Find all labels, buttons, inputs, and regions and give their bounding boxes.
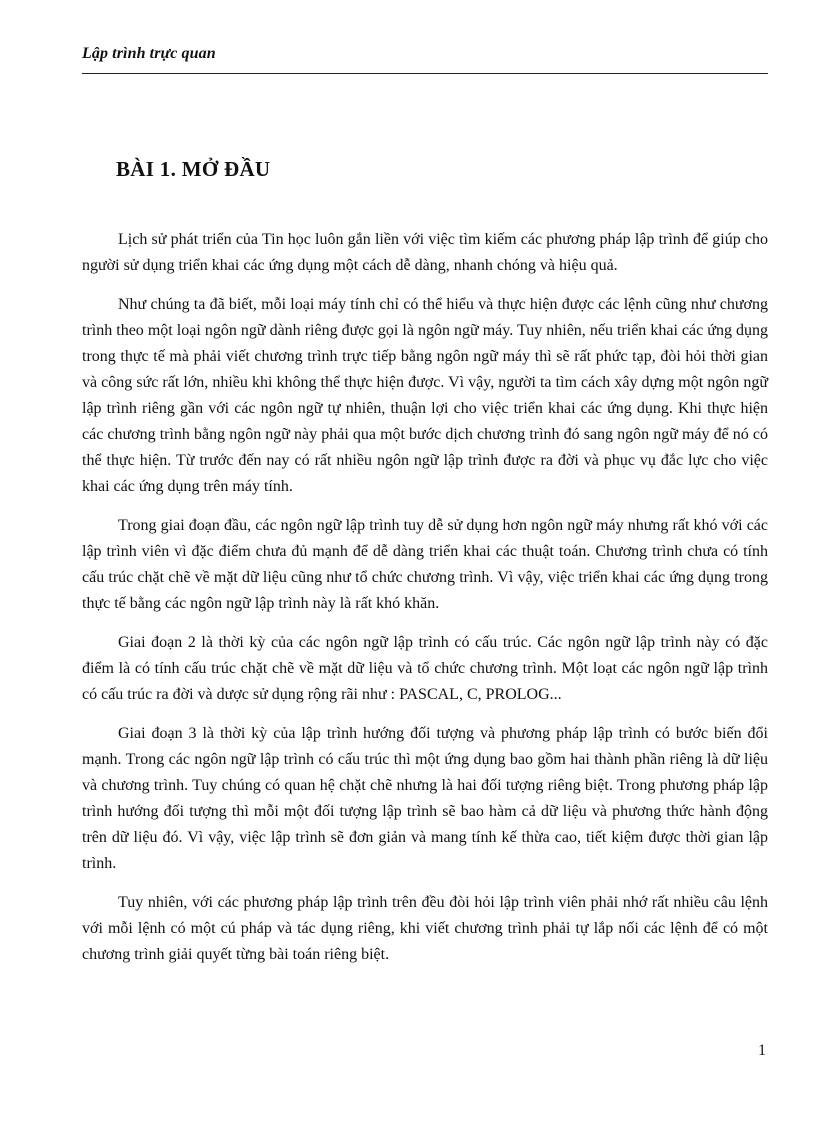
paragraph: Giai đoạn 3 là thời kỳ của lập trình hướng đối tượng và phương pháp lập trình có bước biến đổi mạnh. Trong các ngôn ngữ lập trình có cấu trúc thì một ứng dụng bao gồm hai thành phần riêng là dữ liệu và chương trình. Tuy chúng có quan hệ chặt chẽ nhưng là hai đối tượng riêng biệt. Trong phương pháp lập trình hướng đối tượng thì mỗi một đối tượng lập trình sẽ bao hàm cả dữ liệu và phương thức hành động trên dữ liệu đó. Vì vậy, việc lập trình sẽ đơn giản và mang tính kế thừa cao, tiết kiệm được thời gian lập trình. [82,725,768,872]
paragraph: Như chúng ta đã biết, mỗi loại máy tính chỉ có thể hiểu và thực hiện được các lệnh cũng như chương trình theo một loại ngôn ngữ dành riêng được gọi là ngôn ngữ máy. Tuy nhiên, nếu triển khai các ứng dụng trong thực tế mà phải viết chương trình trực tiếp bằng ngôn ngữ máy thì sẽ rất phức tạp, đòi hỏi thời gian và công sức rất lớn, nhiều khi không thể thực hiện được. Vì vậy, người ta tìm cách xây dựng một ngôn ngữ lập trình riêng gần với các ngôn ngữ tự nhiên, thuận lợi cho việc triển khai các ứng dụng. Khi thực hiện các chương trình bằng ngôn ngữ này phải qua một bước dịch chương trình đó sang ngôn ngữ máy để nó có thể thực hiện. Từ trước đến nay có rất nhiều ngôn ngữ lập trình được ra đời và phục vụ đắc lực cho việc khai các ứng dụng trên máy tính. [82,296,768,495]
header-rule [82,73,768,74]
running-header: Lập trình trực quan [82,45,216,62]
paragraph: Lịch sử phát triển của Tin học luôn gắn liền với việc tìm kiếm các phương pháp lập trình để giúp cho người sử dụng triển khai các ứng dụng một cách dễ dàng, nhanh chóng và hiệu quả. [82,231,768,274]
page-number: 1 [758,1042,766,1059]
chapter-title: BÀI 1. MỞ ĐẦU [116,157,271,181]
body-text [82,227,768,981]
paragraph: Tuy nhiên, với các phương pháp lập trình trên đều đòi hỏi lập trình viên phải nhớ rất nhiều câu lệnh với mỗi lệnh có một cú pháp và tác dụng riêng, khi viết chương trình phải tự lắp nối các lệnh để có một chương trình giải quyết từng bài toán riêng biệt. [82,894,768,963]
paragraph: Trong giai đoạn đầu, các ngôn ngữ lập trình tuy dễ sử dụng hơn ngôn ngữ máy nhưng rất khó với các lập trình viên vì đặc điểm chưa đủ mạnh để dễ dàng triển khai các thuật toán. Chương trình chưa có tính cấu trúc chặt chẽ về mặt dữ liệu cũng như tổ chức chương trình. Vì vậy, việc triển khai các ứng dụng trong thực tế bằng các ngôn ngữ lập trình này là rất khó khăn. [82,517,768,612]
paragraph: Giai đoạn 2 là thời kỳ của các ngôn ngữ lập trình có cấu trúc. Các ngôn ngữ lập trình này có đặc điểm là có tính cấu trúc chặt chẽ về mặt dữ liệu và tổ chức chương trình. Một loạt các ngôn ngữ lập trình có cấu trúc ra đời và dược sử dụng rộng rãi như : PASCAL, C, PROLOG... [82,634,768,703]
